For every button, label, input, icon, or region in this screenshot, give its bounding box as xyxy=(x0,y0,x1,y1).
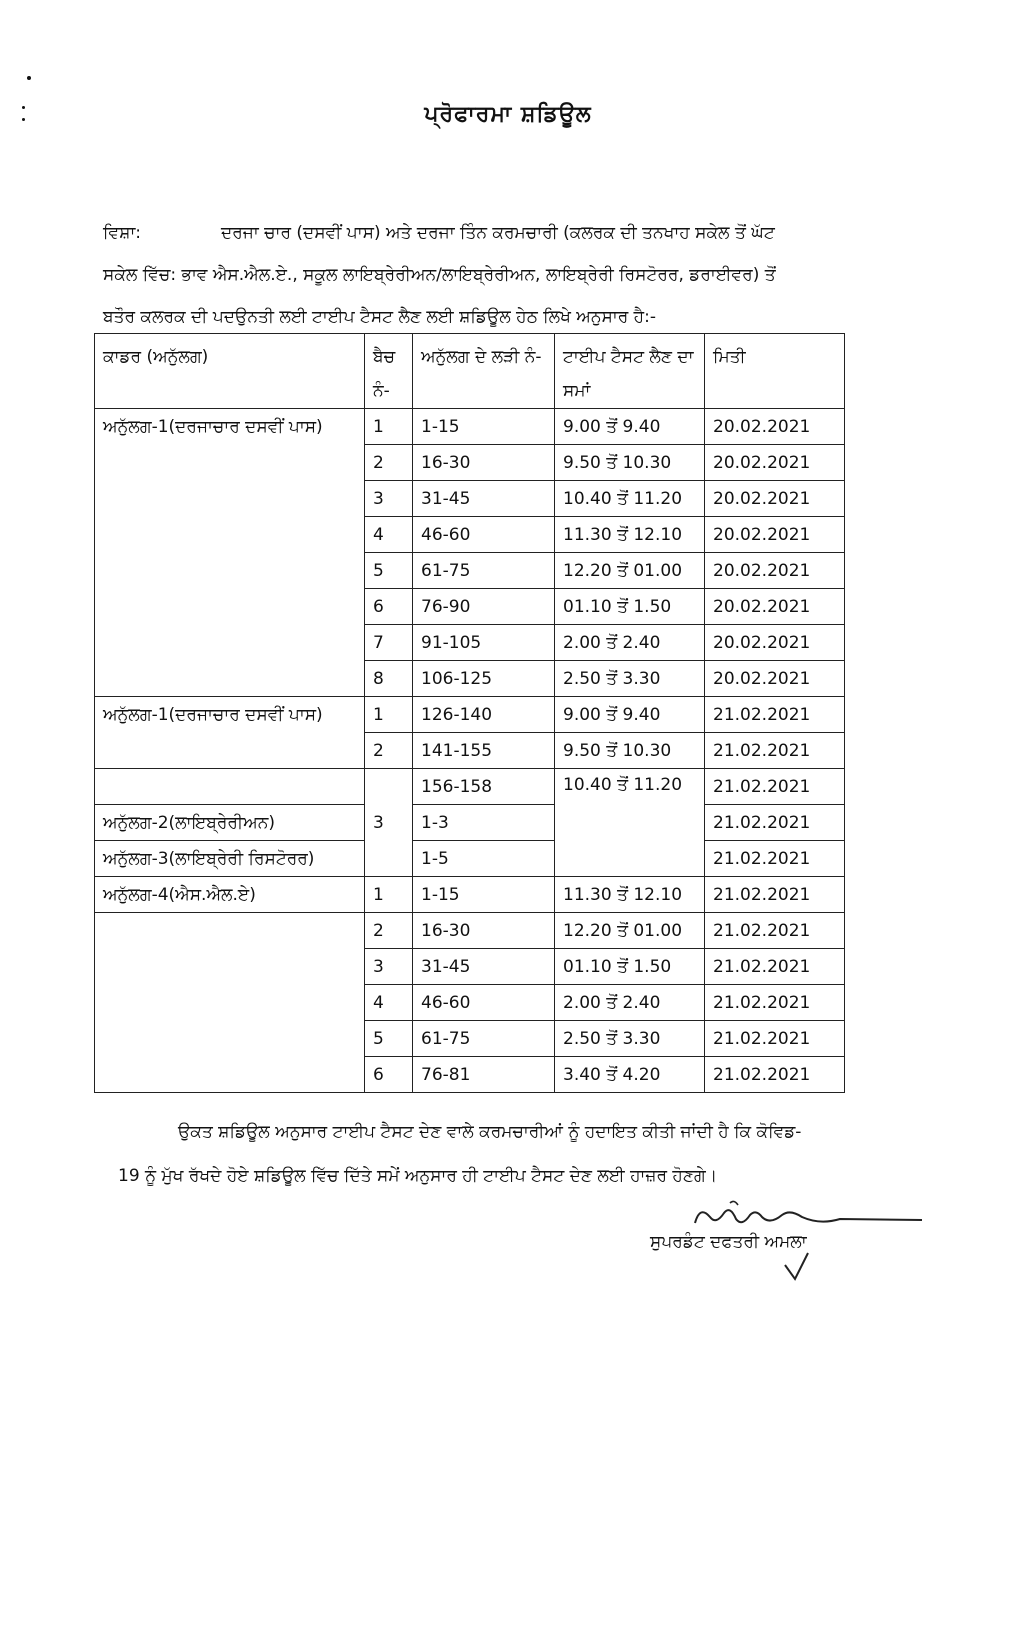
batch-cell: 6 xyxy=(365,1057,413,1093)
batch-cell: 3 xyxy=(365,481,413,517)
group-cadre-cell: ਅਨੁੱਲਗ-3(ਲਾਇਬ੍ਰੇਰੀ ਰਿਸਟੋਰਰ) xyxy=(95,841,365,877)
date-cell: 20.02.2021 xyxy=(705,661,845,697)
date-cell: 21.02.2021 xyxy=(705,949,845,985)
serial-cell: 1-15 xyxy=(413,877,555,913)
date-cell: 21.02.2021 xyxy=(705,1021,845,1057)
date-cell: 21.02.2021 xyxy=(705,733,845,769)
serial-cell: 61-75 xyxy=(413,553,555,589)
time-cell: 12.20 ਤੋਂ 01.00 xyxy=(555,553,705,589)
serial-cell: 16-30 xyxy=(413,913,555,949)
header-date: ਮਿਤੀ xyxy=(705,334,845,409)
serial-cell: 46-60 xyxy=(413,985,555,1021)
group-cadre-cell: ਅਨੁੱਲਗ-1(ਦਰਜਾਚਾਰ ਦਸਵੀਂ ਪਾਸ) xyxy=(95,409,365,697)
batch-cell: 2 xyxy=(365,445,413,481)
table-row xyxy=(95,769,845,805)
subject-line-3: ਬਤੌਰ ਕਲਰਕ ਦੀ ਪਦਉਨਤੀ ਲਈ ਟਾਈਪ ਟੈਸਟ ਲੈਣ ਲਈ ਸ਼ਡਿਊਲ ਹੇਠ ਲਿਖੇ ਅਨੁਸਾਰ ਹੈ:- xyxy=(103,307,656,327)
group-cadre-cell: ਅਨੁੱਲਗ-2(ਲਾਇਬ੍ਰੇਰੀਅਨ) xyxy=(95,805,365,841)
subject-line-2: ਸਕੇਲ ਵਿੱਚ: ਭਾਵ ਐਸ.ਐਲ.ਏ., ਸਕੂਲ ਲਾਇਬ੍ਰੇਰੀਅਨ/ਲਾਇਬ੍ਰੇਰੀਅਨ, ਲਾਇਬ੍ਰੇਰੀ ਰਿਸਟੋਰਰ, ਡਰਾਈਵਰ) ਤੋਂ xyxy=(103,265,776,285)
instruction-paragraph xyxy=(118,1110,908,1198)
group-cadre-cell: ਅਨੁੱਲਗ-4(ਐਸ.ਐਲ.ਏ) xyxy=(95,877,365,913)
time-cell: 9.50 ਤੋਂ 10.30 xyxy=(555,445,705,481)
instruction-line-1: ਉਕਤ ਸ਼ਡਿਊਲ ਅਨੁਸਾਰ ਟਾਈਪ ਟੈਸਟ ਦੇਣ ਵਾਲੇ ਕਰਮਚਾਰੀਆਂ ਨੂੰ ਹਦਾਇਤ ਕੀਤੀ ਜਾਂਦੀ ਹੈ ਕਿ ਕੋਵਿਡ- xyxy=(178,1122,802,1142)
serial-cell: 31-45 xyxy=(413,949,555,985)
serial-cell: 76-81 xyxy=(413,1057,555,1093)
time-cell: 9.00 ਤੋਂ 9.40 xyxy=(555,697,705,733)
table-row xyxy=(95,913,845,949)
header-batch: ਬੈਚ ਨੰ- xyxy=(365,334,413,409)
batch-cell: 8 xyxy=(365,661,413,697)
time-cell: 3.40 ਤੋਂ 4.20 xyxy=(555,1057,705,1093)
serial-cell: 1-3 xyxy=(413,805,555,841)
subject-line-1: ਦਰਜਾ ਚਾਰ (ਦਸਵੀਂ ਪਾਸ) ਅਤੇ ਦਰਜਾ ਤਿੰਨ ਕਰਮਚਾਰੀ (ਕਲਰਕ ਦੀ ਤਨਖਾਹ ਸਕੇਲ ਤੋਂ ਘੱਟ xyxy=(221,223,775,243)
table-row xyxy=(95,697,845,733)
date-cell: 21.02.2021 xyxy=(705,697,845,733)
time-cell: 11.30 ਤੋਂ 12.10 xyxy=(555,517,705,553)
time-cell: 2.00 ਤੋਂ 2.40 xyxy=(555,625,705,661)
serial-cell: 156-158 xyxy=(413,769,555,805)
signatory-title: ਸੁਪਰਡੰਟ ਦਫਤਰੀ ਅਮਲਾ xyxy=(650,1232,807,1252)
header-serial: ਅਨੁੱਲਗ ਦੇ ਲੜੀ ਨੰ- xyxy=(413,334,555,409)
batch-cell: 1 xyxy=(365,877,413,913)
time-cell: 01.10 ਤੋਂ 1.50 xyxy=(555,589,705,625)
date-cell: 21.02.2021 xyxy=(705,985,845,1021)
date-cell: 21.02.2021 xyxy=(705,877,845,913)
batch-cell: 4 xyxy=(365,985,413,1021)
subject-label: ਵਿਸ਼ਾ: xyxy=(103,223,142,243)
subject-paragraph xyxy=(103,212,878,338)
serial-cell: 16-30 xyxy=(413,445,555,481)
date-cell: 20.02.2021 xyxy=(705,409,845,445)
batch-cell: 5 xyxy=(365,553,413,589)
serial-cell: 91-105 xyxy=(413,625,555,661)
time-cell: 10.40 ਤੋਂ 11.20 xyxy=(555,481,705,517)
table-header-row xyxy=(95,334,845,409)
batch-cell: 7 xyxy=(365,625,413,661)
batch-cell: 4 xyxy=(365,517,413,553)
serial-cell: 61-75 xyxy=(413,1021,555,1057)
time-cell: 2.00 ਤੋਂ 2.40 xyxy=(555,985,705,1021)
time-cell: 01.10 ਤੋਂ 1.50 xyxy=(555,949,705,985)
date-cell: 20.02.2021 xyxy=(705,445,845,481)
schedule-table xyxy=(94,333,845,1093)
table-row xyxy=(95,409,845,445)
date-cell: 20.02.2021 xyxy=(705,517,845,553)
table-row xyxy=(95,805,845,841)
batch-cell: 1 xyxy=(365,697,413,733)
date-cell: 20.02.2021 xyxy=(705,625,845,661)
serial-cell: 106-125 xyxy=(413,661,555,697)
date-cell: 20.02.2021 xyxy=(705,589,845,625)
instruction-line-2: 19 ਨੂੰ ਮੁੱਖ ਰੱਖਦੇ ਹੋਏ ਸ਼ਡਿਊਲ ਵਿੱਚ ਦਿੱਤੇ ਸਮੇਂ ਅਨੁਸਾਰ ਹੀ ਟਾਈਪ ਟੈਸਟ ਦੇਣ ਲਈ ਹਾਜ਼ਰ ਹੋਣਗੇ। xyxy=(118,1166,718,1186)
serial-cell: 141-155 xyxy=(413,733,555,769)
serial-cell: 76-90 xyxy=(413,589,555,625)
date-cell: 21.02.2021 xyxy=(705,769,845,805)
date-cell: 21.02.2021 xyxy=(705,841,845,877)
table-row xyxy=(95,841,845,877)
serial-cell: 1-5 xyxy=(413,841,555,877)
date-cell: 20.02.2021 xyxy=(705,553,845,589)
time-cell: 12.20 ਤੋਂ 01.00 xyxy=(555,913,705,949)
date-cell: 21.02.2021 xyxy=(705,805,845,841)
empty-cadre-cell xyxy=(95,913,365,1093)
header-time: ਟਾਈਪ ਟੈਸਟ ਲੈਣ ਦਾ ਸਮਾਂ xyxy=(555,334,705,409)
batch-cell: 3 xyxy=(365,769,413,877)
batch-cell: 1 xyxy=(365,409,413,445)
date-cell: 21.02.2021 xyxy=(705,1057,845,1093)
time-cell: 10.40 ਤੋਂ 11.20 xyxy=(555,769,705,877)
document-title: ਪ੍ਰੋਫਾਰਮਾ ਸ਼ਡਿਊਲ xyxy=(424,102,592,127)
scan-speck xyxy=(27,76,31,80)
time-cell: 11.30 ਤੋਂ 12.10 xyxy=(555,877,705,913)
serial-cell: 46-60 xyxy=(413,517,555,553)
batch-cell: 6 xyxy=(365,589,413,625)
time-cell: 2.50 ਤੋਂ 3.30 xyxy=(555,661,705,697)
serial-cell: 31-45 xyxy=(413,481,555,517)
date-cell: 20.02.2021 xyxy=(705,481,845,517)
header-cadre: ਕਾਡਰ (ਅਨੁੱਲਗ) xyxy=(95,334,365,409)
batch-cell: 2 xyxy=(365,913,413,949)
time-cell: 2.50 ਤੋਂ 3.30 xyxy=(555,1021,705,1057)
time-cell: 9.00 ਤੋਂ 9.40 xyxy=(555,409,705,445)
batch-cell: 5 xyxy=(365,1021,413,1057)
group-cadre-cell: ਅਨੁੱਲਗ-1(ਦਰਜਾਚਾਰ ਦਸਵੀਂ ਪਾਸ) xyxy=(95,697,365,769)
time-cell: 9.50 ਤੋਂ 10.30 xyxy=(555,733,705,769)
serial-cell: 1-15 xyxy=(413,409,555,445)
batch-cell: 2 xyxy=(365,733,413,769)
batch-cell: 3 xyxy=(365,949,413,985)
date-cell: 21.02.2021 xyxy=(705,913,845,949)
serial-cell: 126-140 xyxy=(413,697,555,733)
table-row xyxy=(95,877,845,913)
empty-cadre-cell xyxy=(95,769,365,805)
